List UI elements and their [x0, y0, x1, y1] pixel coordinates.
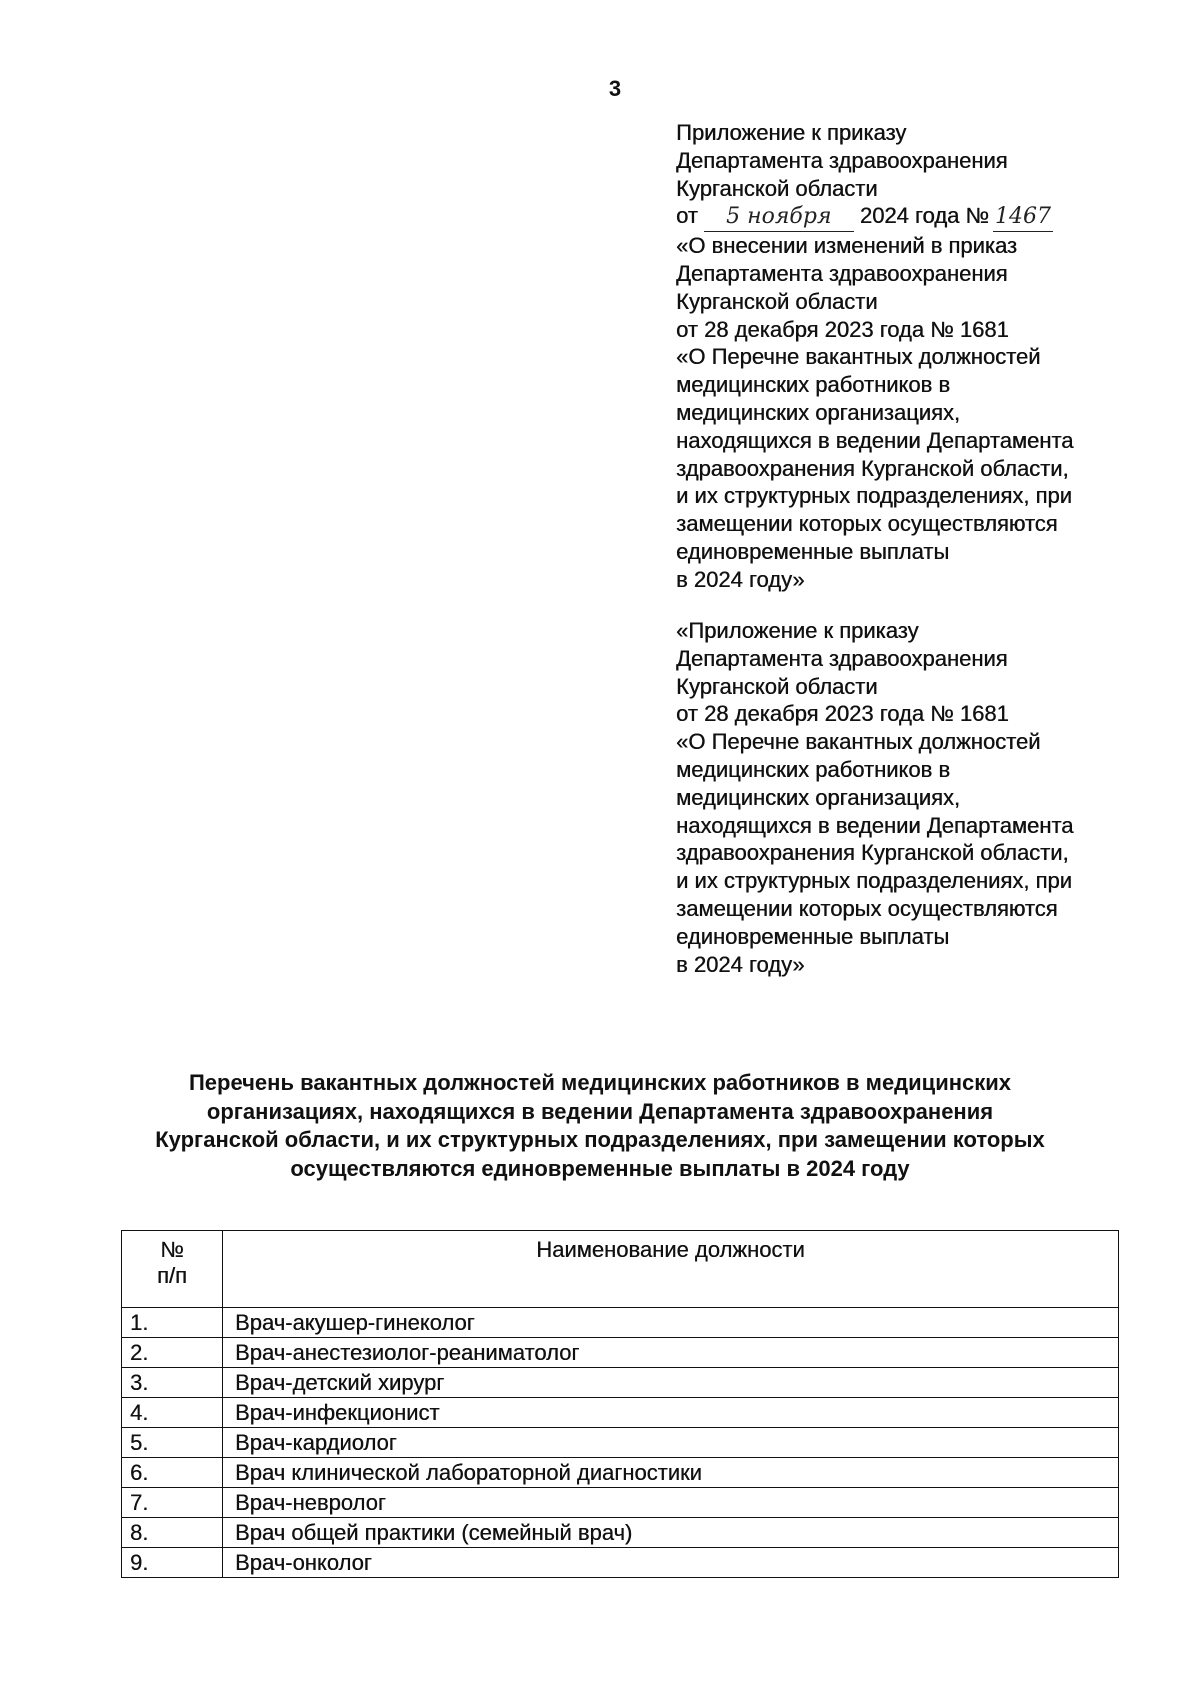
original-appendix-line: медицинских работников в	[676, 756, 951, 782]
position-name: Врач-анестезиолог-реаниматолог	[223, 1338, 1119, 1368]
appendix-header-line: от 28 декабря 2023 года № 1681	[676, 316, 1009, 342]
appendix-header	[676, 119, 1176, 594]
position-name: Врач-невролог	[223, 1488, 1119, 1518]
column-header-number	[122, 1231, 223, 1308]
row-number: 5.	[122, 1428, 223, 1458]
handwritten-date: 5 ноября	[704, 203, 854, 232]
appendix-header-line: медицинских работников в	[676, 372, 951, 398]
row-number: 2.	[122, 1338, 223, 1368]
list-title-line: Перечень вакантных должностей медицинских работников в медицинских	[188, 1070, 1012, 1095]
positions-table	[121, 1230, 1119, 1578]
original-appendix-line: здравоохранения Курганской области,	[676, 840, 1069, 866]
appendix-header-line: здравоохранения Курганской области,	[676, 455, 1069, 481]
date-prefix: от	[676, 203, 698, 229]
position-name: Врач общей практики (семейный врач)	[223, 1518, 1119, 1548]
appendix-header-line: Курганской области	[676, 288, 878, 314]
row-number: 6.	[122, 1458, 223, 1488]
position-name: Врач-детский хирург	[223, 1368, 1119, 1398]
appendix-header-line: Департамента здравоохранения	[676, 260, 1008, 286]
handwritten-order-number: 1467	[993, 203, 1053, 232]
original-appendix-line: замещении которых осуществляются	[676, 895, 1058, 921]
list-title-line: осуществляются единовременные выплаты в 2024 году	[290, 1155, 910, 1181]
original-appendix-line: Департамента здравоохранения	[676, 645, 1008, 671]
table-row	[122, 1458, 1119, 1488]
position-name: Врач-инфекционист	[223, 1398, 1119, 1428]
row-number: 7.	[122, 1488, 223, 1518]
appendix-header-line: Департамента здравоохранения	[676, 147, 1008, 173]
list-title	[100, 1069, 1100, 1183]
table-row	[122, 1308, 1119, 1338]
original-appendix-line: находящихся в ведении Департамента	[676, 812, 1074, 838]
table-row	[122, 1368, 1119, 1398]
date-year: 2024 года №	[859, 203, 989, 229]
original-appendix-line: и их структурных подразделениях, при	[676, 868, 1072, 894]
appendix-header-line: «О Перечне вакантных должностей	[676, 344, 1041, 370]
list-title-line: организациях, находящихся в ведении Департамента здравоохранения	[206, 1098, 994, 1124]
appendix-header-line: Курганской области	[676, 175, 878, 201]
page-number: 3	[608, 76, 622, 101]
table-row	[122, 1488, 1119, 1518]
original-appendix-line: «Приложение к приказу	[676, 618, 919, 643]
position-name: Врач-онколог	[223, 1548, 1119, 1578]
column-header-number-line1: №	[160, 1237, 184, 1262]
column-header-position-name: Наименование должности	[223, 1231, 1119, 1308]
appendix-header-line: Приложение к приказу	[676, 120, 907, 145]
original-appendix-line: от 28 декабря 2023 года № 1681	[676, 701, 1009, 727]
position-name: Врач-акушер-гинеколог	[223, 1308, 1119, 1338]
table-header-row	[122, 1231, 1119, 1308]
table-row	[122, 1398, 1119, 1428]
row-number: 4.	[122, 1398, 223, 1428]
row-number: 1.	[122, 1308, 223, 1338]
appendix-header-line: и их структурных подразделениях, при	[676, 483, 1072, 509]
row-number: 8.	[122, 1518, 223, 1548]
original-appendix-line: Курганской области	[676, 673, 878, 699]
position-name: Врач-кардиолог	[223, 1428, 1119, 1458]
original-appendix-line: единовременные выплаты	[676, 923, 950, 949]
table-row	[122, 1428, 1119, 1458]
appendix-header-line: замещении которых осуществляются	[676, 511, 1058, 537]
list-title-line: Курганской области, и их структурных подразделениях, при замещении которых	[155, 1127, 1045, 1152]
position-name: Врач клинической лабораторной диагностики	[223, 1458, 1119, 1488]
column-header-number-line2: п/п	[157, 1263, 187, 1288]
original-appendix-line: медицинских организациях,	[676, 784, 960, 810]
appendix-header-line: находящихся в ведении Департамента	[676, 427, 1074, 453]
row-number: 9.	[122, 1548, 223, 1578]
original-appendix-line: в 2024 году»	[676, 951, 805, 977]
appendix-header-line: в 2024 году»	[676, 566, 805, 592]
table-row	[122, 1518, 1119, 1548]
row-number: 3.	[122, 1368, 223, 1398]
table-row	[122, 1338, 1119, 1368]
appendix-header-line: «О внесении изменений в приказ	[676, 233, 1017, 259]
original-appendix-header	[676, 617, 1176, 978]
order-date-line	[676, 202, 1176, 232]
table-row	[122, 1548, 1119, 1578]
appendix-header-line: единовременные выплаты	[676, 538, 950, 564]
original-appendix-line: «О Перечне вакантных должностей	[676, 729, 1041, 755]
appendix-header-line: медицинских организациях,	[676, 399, 960, 425]
